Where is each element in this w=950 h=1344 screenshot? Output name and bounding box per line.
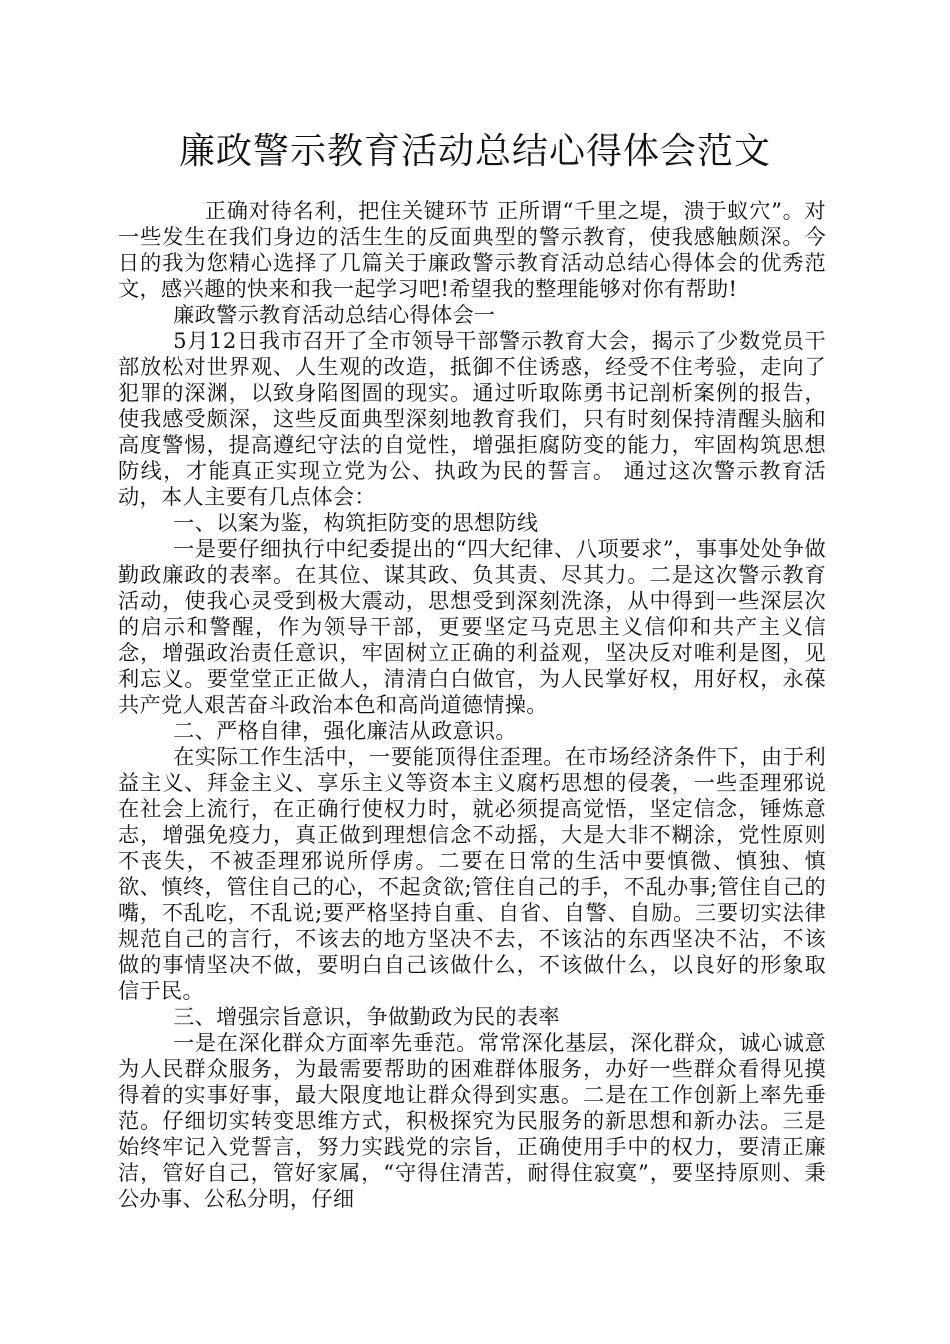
section-heading-three: 三、增强宗旨意识，争做勤政为民的表率	[173, 1004, 560, 1029]
body-paragraph: 在实际工作生活中，一要能顶得住歪理。在市场经济条件下，由于利益主义、拜金主义、享乐主义等资本主义腐朽思想的侵袭，一些歪理邪说在社会上流行，在正确行使权力时，就必须提高觉悟，坚定信念，锤炼意志，增强免疫力，真正做到理想信念不动摇，大是大非不糊涂，党性原则不丧失，不被歪理邪说所俘虏。二要在日常的生活中要慎微、慎独、慎欲、慎终，管住自己的心，不起贪欲;管住自己的手，不乱办事;管住自己的嘴，不乱吃，不乱说;要严格坚持自重、自省、自警、自励。三要切实法律规范自己的言行，不该去的地方坚决不去，不该沾的东西坚决不沾，不该做的事情坚决不做，要明白自己该做什么，不该做什么，以良好的形象取信于民。	[118, 744, 826, 1003]
body-paragraph: 5月12日我市召开了全市领导干部警示教育大会，揭示了少数党员干部放松对世界观、人生观的改造，抵御不住诱惑，经受不住考验，走向了犯罪的深渊，以致身陷图圄的现实。通过听取陈勇书记剖析案例的报告，使我感受颇深，这些反面典型深刻地教育我们，只有时刻保持清醒头脑和高度警惕，提高遵纪守法的自觉性，增强拒腐防变的能力，牢固构筑思想防线，才能真正实现立党为公、执政为民的誓言。 通过这次警示教育活动，本人主要有几点体会：	[118, 328, 826, 509]
section-heading-one: 一、以案为鉴，构筑拒防变的思想防线	[173, 510, 539, 535]
section-heading-two: 二、严格自律，强化廉洁从政意识。	[173, 718, 517, 743]
document-body	[118, 198, 826, 1212]
body-paragraph: 一是要仔细执行中纪委提出的“四大纪律、八项要求”，事事处处争做勤政廉政的表率。在其位、谋其政、负其责、尽其力。二是这次警示教育活动，使我心灵受到极大震动，思想受到深刻洗涤，从中得到一些深层次的启示和警醒，作为领导干部，更要坚定马克思主义信仰和共产主义信念，增强政治责任意识，牢固树立正确的利益观，坚决反对唯利是图，见利忘义。要堂堂正正做人，清清白白做官，为人民掌好权，用好权，永葆共产党人艰苦奋斗政治本色和高尚道德情操。	[118, 536, 826, 717]
document-title: 廉政警示教育活动总结心得体会范文	[178, 131, 771, 172]
section-heading-essay-one: 廉政警示教育活动总结心得体会一	[173, 302, 496, 327]
intro-paragraph: 正确对待名利，把住关键环节 正所谓“千里之堤，溃于蚁穴”。对一些发生在我们身边的活生生的反面典型的警示教育，使我感触颇深。今日的我为您精心选择了几篇关于廉政警示教育活动总结心得体会的优秀范文，感兴趣的快来和我一起学习吧!希望我的整理能够对你有帮助!	[118, 198, 826, 301]
body-paragraph: 一是在深化群众方面率先垂范。常常深化基层，深化群众，诚心诚意为人民群众服务，为最需要帮助的困难群体服务，办好一些群众看得见摸得着的实事好事，最大限度地让群众得到实惠。二是在工作创新上率先垂范。仔细切实转变思维方式，积极探究为民服务的新思想和新办法。三是始终牢记入党誓言，努力实践党的宗旨，正确使用手中的权力，要清正廉洁，管好自己，管好家属，“守得住清苦，耐得住寂寞”，要坚持原则、秉公办事、公私分明，仔细	[118, 1030, 826, 1211]
